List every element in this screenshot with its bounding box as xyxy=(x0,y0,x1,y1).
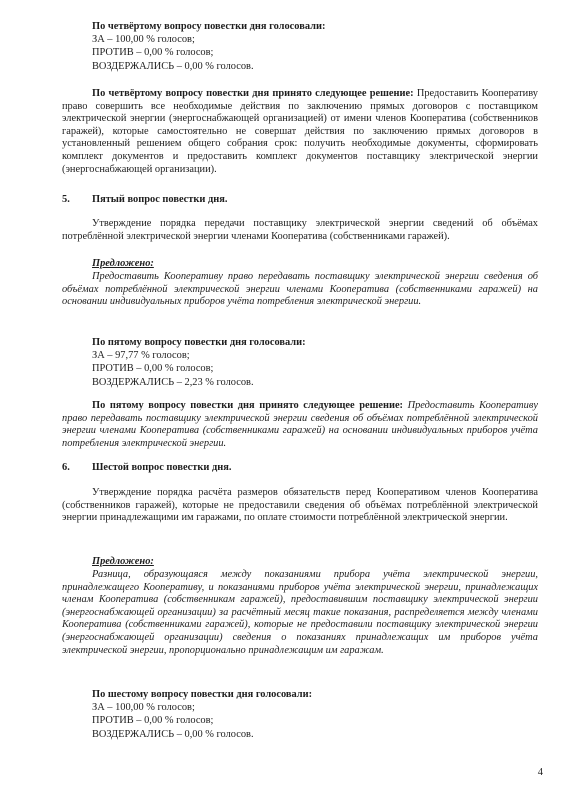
q4-decision-lead: По четвёртому вопросу повестки дня принято следующее решение: xyxy=(92,88,414,99)
section5-heading xyxy=(62,194,538,205)
q6-votes-for: ЗА – 100,00 % голосов; xyxy=(92,702,195,714)
section6-description-text: Утверждение порядка расчёта размеров обязательств перед Кооперативом членов Кооператива (собственников гаражей), которые не предоставили сведения об объёмах потреблённой электрической энергии принадлежащими им гаражами, по оплате стоимости потреблённой электрической энергии. xyxy=(62,487,538,524)
q4-votes-against: ПРОТИВ – 0,00 % голосов; xyxy=(92,47,214,59)
section6-number: 6. xyxy=(62,462,70,473)
page-number: 4 xyxy=(537,767,543,778)
q4-decision-text: Предоставить Кооперативу право совершить все необходимые действия по заключению прямых договоров с поставщиком электрической энергии (энергоснабжающей организацией) от имени членов Кооператива (собственников гаражей), которые самостоятельно не совершат действия по заключению прямых договоров в установленный решением общего собрания срок: получить необходимые документы, сформировать комплект документов и предоставить комплект документов поставщику электрической энергии (энергоснабжающей организации). xyxy=(62,88,538,175)
section5-proposed-text: Предоставить Кооперативу право передавать поставщику электрической энергии сведения об объёмах потреблённой электрической энергии членами Кооператива (собственниками гаражей) на основании индивидуальных приборов учёта потребления электрической энергии. xyxy=(62,271,538,308)
section6-heading xyxy=(62,462,538,473)
section5-proposed xyxy=(62,271,538,309)
q5-votes xyxy=(92,336,392,389)
section6-proposed xyxy=(62,569,538,657)
q4-decision xyxy=(62,88,538,176)
section5-description xyxy=(62,218,538,243)
section5-description-text: Утверждение порядка передачи поставщику электрической энергии сведений об объёмах потреблённой электрической энергии членами Кооператива (собственниками гаражей). xyxy=(62,218,538,242)
q5-votes-for: ЗА – 97,77 % голосов; xyxy=(92,350,190,362)
section5-proposed-label-text: Предложено: xyxy=(92,258,154,269)
section6-title: Шестой вопрос повестки дня. xyxy=(92,462,232,473)
q6-votes xyxy=(92,688,392,741)
section5-title: Пятый вопрос повестки дня. xyxy=(92,194,228,205)
q5-decision xyxy=(62,400,538,450)
section6-description xyxy=(62,487,538,525)
q6-votes-against: ПРОТИВ – 0,00 % голосов; xyxy=(92,715,214,727)
q4-votes-abstain: ВОЗДЕРЖАЛИСЬ – 0,00 % голосов. xyxy=(92,60,254,72)
section5-proposed-label xyxy=(92,258,154,269)
q4-votes-heading: По четвёртому вопросу повестки дня голосовали: xyxy=(92,21,326,32)
q5-decision-lead: По пятому вопросу повестки дня принято следующее решение: xyxy=(92,400,404,411)
q5-votes-against: ПРОТИВ – 0,00 % голосов; xyxy=(92,363,214,375)
q4-votes xyxy=(92,20,392,73)
q4-votes-for: ЗА – 100,00 % голосов; xyxy=(92,34,195,46)
section6-proposed-label-text: Предложено: xyxy=(92,556,154,567)
q5-votes-abstain: ВОЗДЕРЖАЛИСЬ – 2,23 % голосов. xyxy=(92,376,254,388)
q6-votes-heading: По шестому вопросу повестки дня голосовали: xyxy=(92,689,313,700)
section6-proposed-text: Разница, образующаяся между показаниями прибора учёта электрической энергии, принадлежащего Кооперативу, и показаниями приборов учёта электрической энергии, принадлежащих членам Кооператива (собственникам гаражей), предоставившим поставщику электрической энергии (энергоснабжающей организации) за расчётный месяц такие показания, распределяется между членами Кооператива (собственниками гаражей), которые не предоставили поставщику электрической энергии (энергоснабжающей организации) сведения о показаниях принадлежащих им приборов учёта электрической энергии, пропорционально принадлежащим им гаражам. xyxy=(62,569,538,656)
q5-votes-heading: По пятому вопросу повестки дня голосовали: xyxy=(92,337,306,348)
q5-decision-text: Предоставить Кооперативу право передавать поставщику электрической энергии сведения об объёмах потреблённой электрической энергии членами Кооператива (собственниками гаражей) на основании индивидуальных приборов учёта потребления электрической энергии. xyxy=(62,400,538,449)
section5-number: 5. xyxy=(62,194,70,205)
section6-proposed-label xyxy=(92,556,154,567)
q6-votes-abstain: ВОЗДЕРЖАЛИСЬ – 0,00 % голосов. xyxy=(92,728,254,740)
